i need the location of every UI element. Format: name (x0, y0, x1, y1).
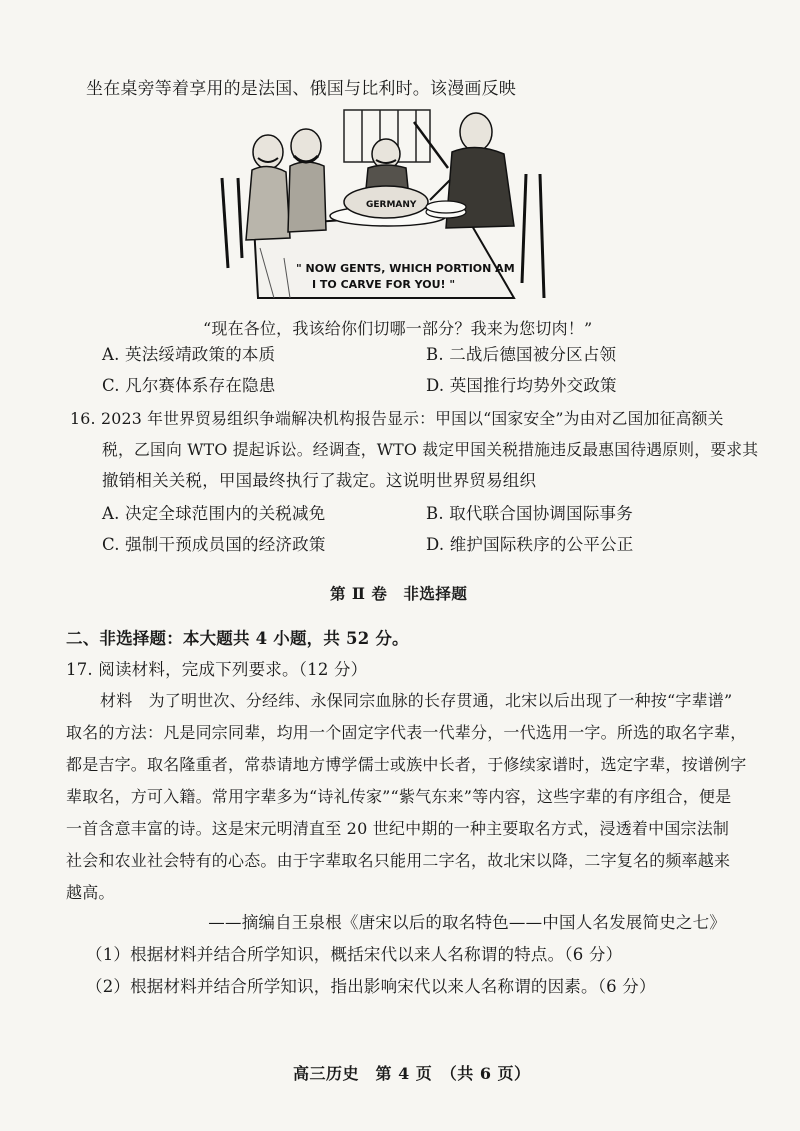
section-title: 第 Ⅱ 卷 非选择题 (330, 584, 468, 603)
q17-stem: 17. 阅读材料，完成下列要求。（12 分） (66, 660, 368, 679)
q15-option-c: C. 凡尔赛体系存在隐患 (102, 376, 276, 395)
q16-option-c: C. 强制干预成员国的经济政策 (102, 535, 326, 554)
question-15-intro: 坐在桌旁等着享用的是法国、俄国与比利时。该漫画反映 (86, 79, 516, 99)
q17-material-line: 取名的方法：凡是同宗同辈，均用一个固定字代表一代辈分，一代选用一字。所选的取名字辈， (66, 723, 747, 742)
q17-material-line: 辈取名，方可入籍。常用字辈多为“诗礼传家”“紫气东来”等内容，这些字辈的有序组合，便是 (66, 787, 732, 806)
political-cartoon (214, 108, 554, 304)
q17-material-line: 越高。 (66, 883, 115, 902)
q16-option-d: D. 维护国际秩序的公平公正 (426, 535, 634, 554)
cartoon-illustration (214, 108, 554, 304)
cartoon-plate-label: GERMANY (366, 200, 417, 210)
cartoon-speech-line-1: " NOW GENTS, WHICH PORTION AM (296, 262, 515, 275)
q17-source-citation: ——摘编自王泉根《唐宋以后的取名特色——中国人名发展简史之七》 (208, 913, 726, 932)
q16-stem-line-3: 撤销相关关税，甲国最终执行了裁定。这说明世界贸易组织 (102, 471, 537, 490)
q17-material-line: 都是吉字。取名隆重者，常恭请地方博学儒士或族中长者，于修续家谱时，选定字辈，按谱例字 (66, 755, 747, 774)
q15-option-a: A. 英法绥靖政策的本质 (102, 345, 276, 364)
q17-material-line: 材料 为了明世次、分经纬、永保同宗血脉的长存贯通，北宋以后出现了一种按“字辈谱” (100, 691, 733, 710)
cartoon-caption: “现在各位，我该给你们切哪一部分？我来为您切肉！” (203, 319, 593, 338)
q16-option-b: B. 取代联合国协调国际事务 (426, 504, 633, 523)
q17-subquestion-1: （1）根据材料并结合所学知识，概括宋代以来人名称谓的特点。（6 分） (86, 945, 623, 964)
q16-stem-line-1: 16. 2023 年世界贸易组织争端解决机构报告显示：甲国以“国家安全”为由对乙国加征高额关 (70, 409, 724, 428)
cartoon-speech-line-2: I TO CARVE FOR YOU! " (312, 278, 456, 291)
q17-subquestion-2: （2）根据材料并结合所学知识，指出影响宋代以来人名称谓的因素。（6 分） (86, 977, 656, 996)
q17-material-line: 社会和农业社会特有的心态。由于字辈取名只能用二字名，故北宋以降，二字复名的频率越来 (66, 851, 731, 870)
q15-option-d: D. 英国推行均势外交政策 (426, 376, 617, 395)
page-footer: 高三历史 第 4 页 （共 6 页） (293, 1064, 531, 1083)
q15-option-b: B. 二战后德国被分区占领 (426, 345, 617, 364)
q16-option-a: A. 决定全球范围内的关税减免 (102, 504, 326, 523)
q17-material-line: 一首含意丰富的诗。这是宋元明清直至 20 世纪中期的一种主要取名方式，浸透着中国宗法制 (66, 819, 730, 838)
part2-heading: 二、非选择题：本大题共 4 小题，共 52 分。 (66, 629, 409, 648)
q16-stem-line-2: 税，乙国向 WTO 提起诉讼。经调查，WTO 裁定甲国关税措施违反最惠国待遇原则，要求其 (102, 440, 759, 459)
